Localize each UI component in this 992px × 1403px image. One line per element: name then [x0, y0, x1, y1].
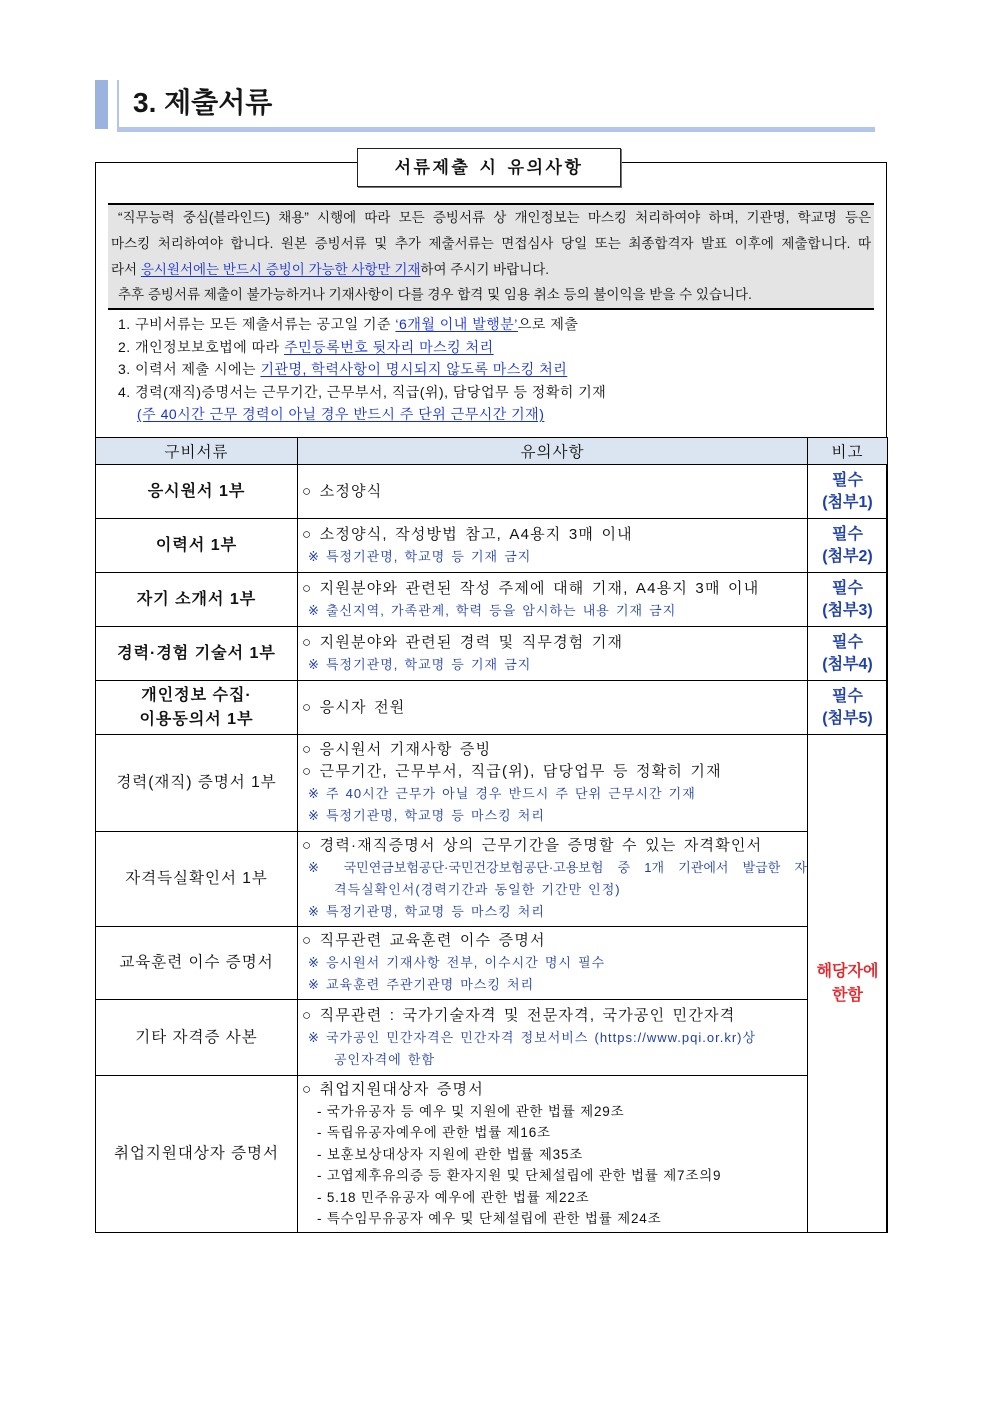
notice-line: “직무능력 중심(블라인드) 채용” 시행에 따라 모든 증빙서류 상 개인정보는 마스킹 처리하여야 하며, 기관명, 학교명 등은	[118, 210, 871, 225]
doc-name: 응시원서 1부	[147, 482, 246, 500]
caution-line: ※ 교육훈련 주관기관명 마스킹 처리	[308, 977, 535, 992]
notes-cell	[298, 1076, 808, 1233]
notes-cell	[298, 519, 808, 573]
table-row	[96, 627, 888, 681]
notice-line: 추후 증빙서류 제출이 불가능하거나 기재사항이 다를 경우 합격 및 임용 취소 등의 불이익을 받을 수 있습니다.	[118, 287, 752, 303]
note-line: ○ 직무관련 : 국가기술자격 및 전문자격, 국가공인 민간자격	[302, 1006, 736, 1024]
attachment-label: (첨부5)	[822, 709, 873, 727]
rule-emphasis: ‘6개월 이내 발행분’	[395, 316, 518, 332]
remark-cell	[808, 519, 888, 573]
required-label: 필수	[832, 525, 863, 543]
doc-name-cell	[96, 519, 298, 573]
attachment-label: (첨부1)	[822, 493, 873, 511]
caution-line-continued: 격득실확인서(경력기간과 동일한 기간만 인정)	[334, 882, 621, 897]
law-item: - 국가유공자 등 예우 및 지원에 관한 법률 제29조	[317, 1103, 625, 1119]
required-label: 필수	[832, 633, 863, 651]
doc-name-cell	[96, 681, 298, 735]
note-line: ○ 취업지원대상자 증명서	[302, 1080, 484, 1098]
rule-item	[118, 358, 858, 381]
doc-name: 자격득실확인서 1부	[125, 870, 268, 887]
rule-item	[118, 381, 858, 404]
law-item: - 특수임무유공자 예우 및 단체설립에 관한 법률 제24조	[317, 1211, 662, 1226]
rule-emphasis: (주 40시간 근무 경력이 아닐 경우 반드시 주 단위 근무시간 기재)	[137, 406, 545, 422]
note-line: ○ 경력·재직증명서 상의 근무기간을 증명할 수 있는 자격확인서	[302, 837, 763, 854]
notes-cell	[298, 465, 808, 519]
notice-emphasis: 응시원서에는 반드시 증빙이 가능한 사항만 기재	[140, 261, 421, 277]
note-line: ○ 소정양식, 작성방법 참고, A4용지 3매 이내	[302, 525, 633, 543]
heading-vertical-rule	[117, 80, 119, 132]
note-line: ○ 응시원서 기재사항 증빙	[302, 741, 492, 758]
notes-cell	[298, 1000, 808, 1076]
applicable-only-label: 한함	[832, 986, 863, 1004]
notice-text: 라서	[111, 261, 141, 277]
rule-text: 으로 제출	[517, 316, 579, 332]
note-line: ○ 지원분야와 관련된 경력 및 직무경험 기재	[302, 633, 624, 651]
doc-name: 취업지원대상자 증명서	[113, 1145, 280, 1162]
table-row	[96, 573, 888, 627]
doc-name-cell	[96, 1076, 298, 1233]
notes-cell	[298, 681, 808, 735]
header-remark: 비고	[808, 438, 888, 465]
doc-name: 자기 소개서 1부	[136, 590, 257, 608]
required-label: 필수	[832, 579, 863, 597]
header-notes: 유의사항	[298, 438, 808, 465]
table-row	[96, 519, 888, 573]
section-title: 3. 제출서류	[133, 87, 273, 118]
note-line: ○ 지원분야와 관련된 작성 주제에 대해 기재, A4용지 3매 이내	[302, 579, 760, 597]
doc-name: 이력서 1부	[155, 536, 238, 554]
remark-cell	[808, 465, 888, 519]
table-row	[96, 681, 888, 735]
caution-line: ※ 주 40시간 근무가 아닐 경우 반드시 주 단위 근무시간 기재	[308, 786, 696, 801]
note-line: ○ 응시자 전원	[302, 698, 406, 716]
notes-cell	[298, 627, 808, 681]
rules-list	[118, 313, 858, 426]
heading-underline	[117, 127, 875, 132]
doc-name: 교육훈련 이수 증명서	[119, 954, 274, 971]
required-label: 필수	[832, 471, 863, 489]
table-row	[96, 465, 888, 519]
required-label: 필수	[832, 687, 863, 705]
rule-item-sub	[118, 403, 858, 426]
doc-name: 개인정보 수집·	[141, 686, 252, 704]
doc-name-cell	[96, 465, 298, 519]
notes-cell	[298, 927, 808, 1000]
header-documents: 구비서류	[96, 438, 298, 465]
notice-text: 하여 주시기 바랍니다.	[420, 261, 550, 277]
notice-line	[111, 257, 871, 283]
table-row	[96, 832, 888, 927]
law-item: - 고엽제후유의증 등 환자지원 및 단체설립에 관한 법률 제7조의9	[317, 1168, 722, 1183]
caution-line: ※ 응시원서 기재사항 전부, 이수시간 명시 필수	[308, 955, 606, 970]
applicable-only-label: 해당자에	[816, 962, 879, 980]
doc-name: 이용동의서 1부	[139, 710, 254, 728]
note-line: ○ 근무기간, 근무부서, 직급(위), 담당업무 등 정확히 기재	[302, 763, 722, 780]
shared-remark-cell	[808, 735, 888, 1233]
notes-cell	[298, 735, 808, 832]
law-item: - 독립유공자예우에 관한 법률 제16조	[317, 1125, 551, 1140]
notice-line: 마스킹 처리하여야 합니다. 원본 증빙서류 및 추가 제출서류는 면접심사 당일 또는 최종합격자 발표 이후에 제출합니다. 따	[111, 235, 871, 251]
table-row	[96, 927, 888, 1000]
table-row	[96, 1000, 888, 1076]
notice-box	[108, 203, 874, 310]
doc-name-cell	[96, 627, 298, 681]
rule-text: 1. 구비서류는 모든 제출서류는 공고일 기준	[118, 316, 396, 332]
notice-title: 서류제출 시 유의사항	[357, 148, 621, 187]
table-row	[96, 1076, 888, 1233]
table-header-row	[96, 438, 888, 465]
attachment-label: (첨부4)	[822, 655, 873, 673]
rule-text: 4. 경력(재직)증명서는 근무기간, 근무부서, 직급(위), 담당업무 등 정확히 기재	[118, 383, 607, 400]
rule-emphasis: 주민등록번호 뒷자리 마스킹 처리	[284, 338, 494, 355]
heading-bar	[95, 80, 108, 129]
documents-table	[95, 437, 888, 1233]
caution-line: ※ 특정기관명, 학교명 등 기재 금지	[308, 656, 532, 672]
caution-line: ※ 국가공인 민간자격은 민간자격 정보서비스 (https://www.pqi.or.kr)상	[308, 1029, 757, 1045]
attachment-label: (첨부3)	[822, 601, 873, 619]
notes-cell	[298, 832, 808, 927]
caution-line: ※ 특정기관명, 학교명 등 기재 금지	[308, 548, 532, 564]
caution-line: ※ 국민연금보험공단·국민건강보험공단·고용보험 중 1개 기관에서 발급한 자	[308, 860, 807, 875]
remark-cell	[808, 627, 888, 681]
doc-name: 경력·경험 기술서 1부	[117, 644, 276, 662]
remark-cell	[808, 573, 888, 627]
note-line: ○ 소정양식	[302, 482, 383, 500]
rule-item	[118, 336, 858, 359]
caution-line: ※ 특정기관명, 학교명 등 마스킹 처리	[308, 808, 545, 823]
doc-name: 경력(재직) 증명서 1부	[116, 774, 277, 791]
note-line: ○ 직무관련 교육훈련 이수 증명서	[302, 932, 546, 949]
caution-line-continued: 공인자격에 한함	[334, 1051, 436, 1067]
doc-name-cell	[96, 573, 298, 627]
doc-name-cell	[96, 832, 298, 927]
rule-text: 3. 이력서 제출 시에는	[118, 361, 261, 377]
rule-emphasis: 기관명, 학력사항이 명시되지 않도록 마스킹 처리	[260, 361, 568, 377]
doc-name-cell	[96, 1000, 298, 1076]
caution-line: ※ 출신지역, 가족관계, 학력 등을 암시하는 내용 기재 금지	[308, 602, 677, 618]
rule-text: 2. 개인정보보호법에 따라	[118, 338, 285, 355]
doc-name-cell	[96, 735, 298, 832]
caution-line: ※ 특정기관명, 학교명 등 마스킹 처리	[308, 904, 545, 919]
attachment-label: (첨부2)	[822, 547, 873, 565]
law-item: - 5.18 민주유공자 예우에 관한 법률 제22조	[317, 1189, 590, 1205]
law-item: - 보훈보상대상자 지원에 관한 법률 제35조	[317, 1146, 584, 1162]
doc-name: 기타 자격증 사본	[135, 1028, 258, 1046]
doc-name-cell	[96, 927, 298, 1000]
rule-item	[118, 313, 858, 336]
table-row	[96, 735, 888, 832]
notes-cell	[298, 573, 808, 627]
remark-cell	[808, 681, 888, 735]
